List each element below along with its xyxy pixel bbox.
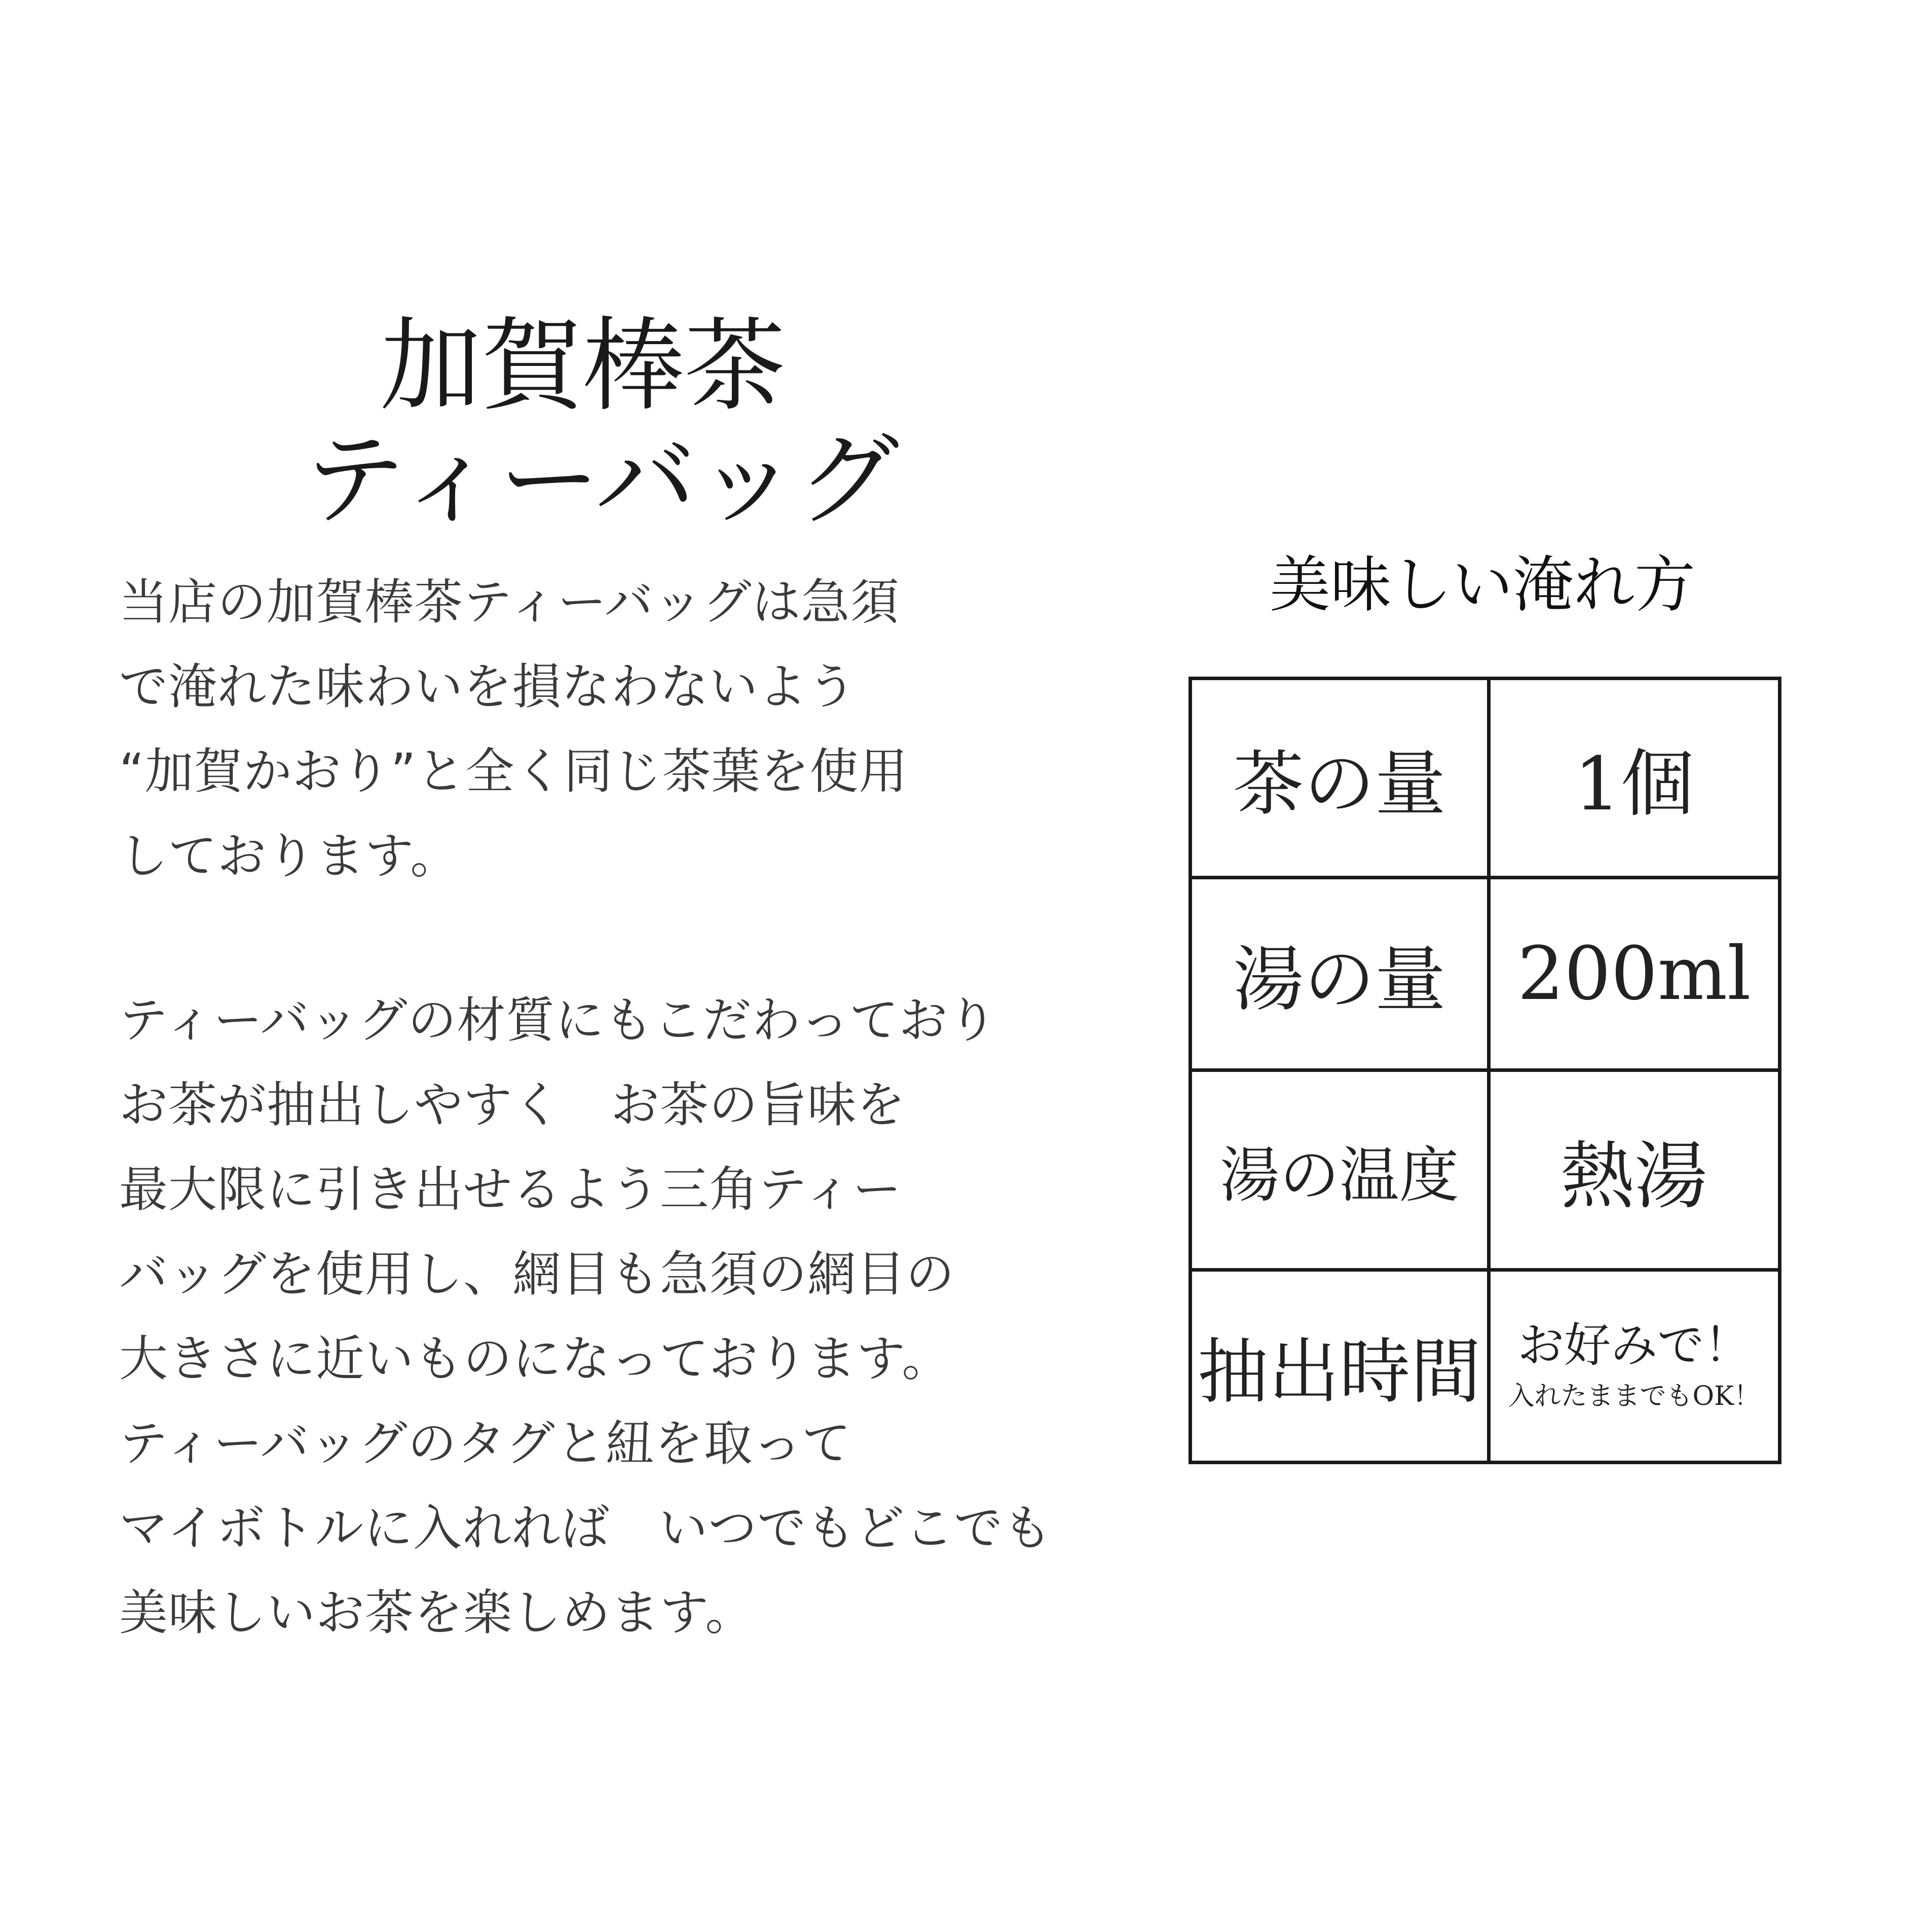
table-row	[1191, 1070, 1780, 1270]
table-row	[1191, 878, 1780, 1070]
product-title-line1: 加賀棒茶	[380, 307, 786, 425]
description-paragraph-2	[119, 978, 1107, 1655]
description-line: 当店の加賀棒茶ティーバッグは急須	[119, 574, 900, 630]
description-line: で淹れた味わいを損なわないよう	[119, 658, 857, 715]
brewing-method-title: 美味しい淹れ方	[1270, 550, 1695, 620]
brewing-method-table	[1188, 677, 1781, 1464]
description-line: バッグを使用し、網目も急須の網目の	[119, 1246, 955, 1303]
product-title	[304, 307, 900, 539]
description-line: “加賀かおり”と全く同じ茶葉を使用	[119, 743, 908, 800]
table-row	[1191, 679, 1780, 878]
description-paragraph-1	[119, 560, 1107, 899]
description-line: 大きさに近いものになっております。	[119, 1330, 951, 1387]
description-line: 美味しいお茶を楽しめます。	[119, 1584, 755, 1641]
steep-time-main: お好みで！	[1517, 1318, 1751, 1373]
row-value-water-temperature: 熱湯	[1489, 1070, 1780, 1270]
steep-time-note: 入れたままでもOK！	[1508, 1381, 1760, 1412]
row-value-tea-amount: 1個	[1489, 679, 1780, 878]
description-line: お茶が抽出しやすく お茶の旨味を	[119, 1076, 906, 1133]
description-line: ティーバッグの材質にもこだわっており	[119, 992, 997, 1049]
product-title-line2: ティーバッグ	[304, 421, 900, 539]
row-label-water-amount: 湯の量	[1191, 878, 1489, 1070]
table-row	[1191, 1270, 1780, 1462]
row-label-water-temperature: 湯の温度	[1191, 1070, 1489, 1270]
description-line: マイボトルに入れれば いつでもどこでも	[119, 1500, 1053, 1556]
description-line: ティーバッグのタグと紐を取って	[119, 1415, 851, 1472]
description-line: 最大限に引き出せるよう三角ティー	[119, 1161, 902, 1218]
row-label-steep-time: 抽出時間	[1191, 1270, 1489, 1462]
row-value-water-amount: 200ml	[1489, 878, 1780, 1070]
row-value-steep-time	[1489, 1270, 1780, 1462]
row-label-tea-amount: 茶の量	[1191, 679, 1489, 878]
description-line: しております。	[119, 828, 460, 884]
